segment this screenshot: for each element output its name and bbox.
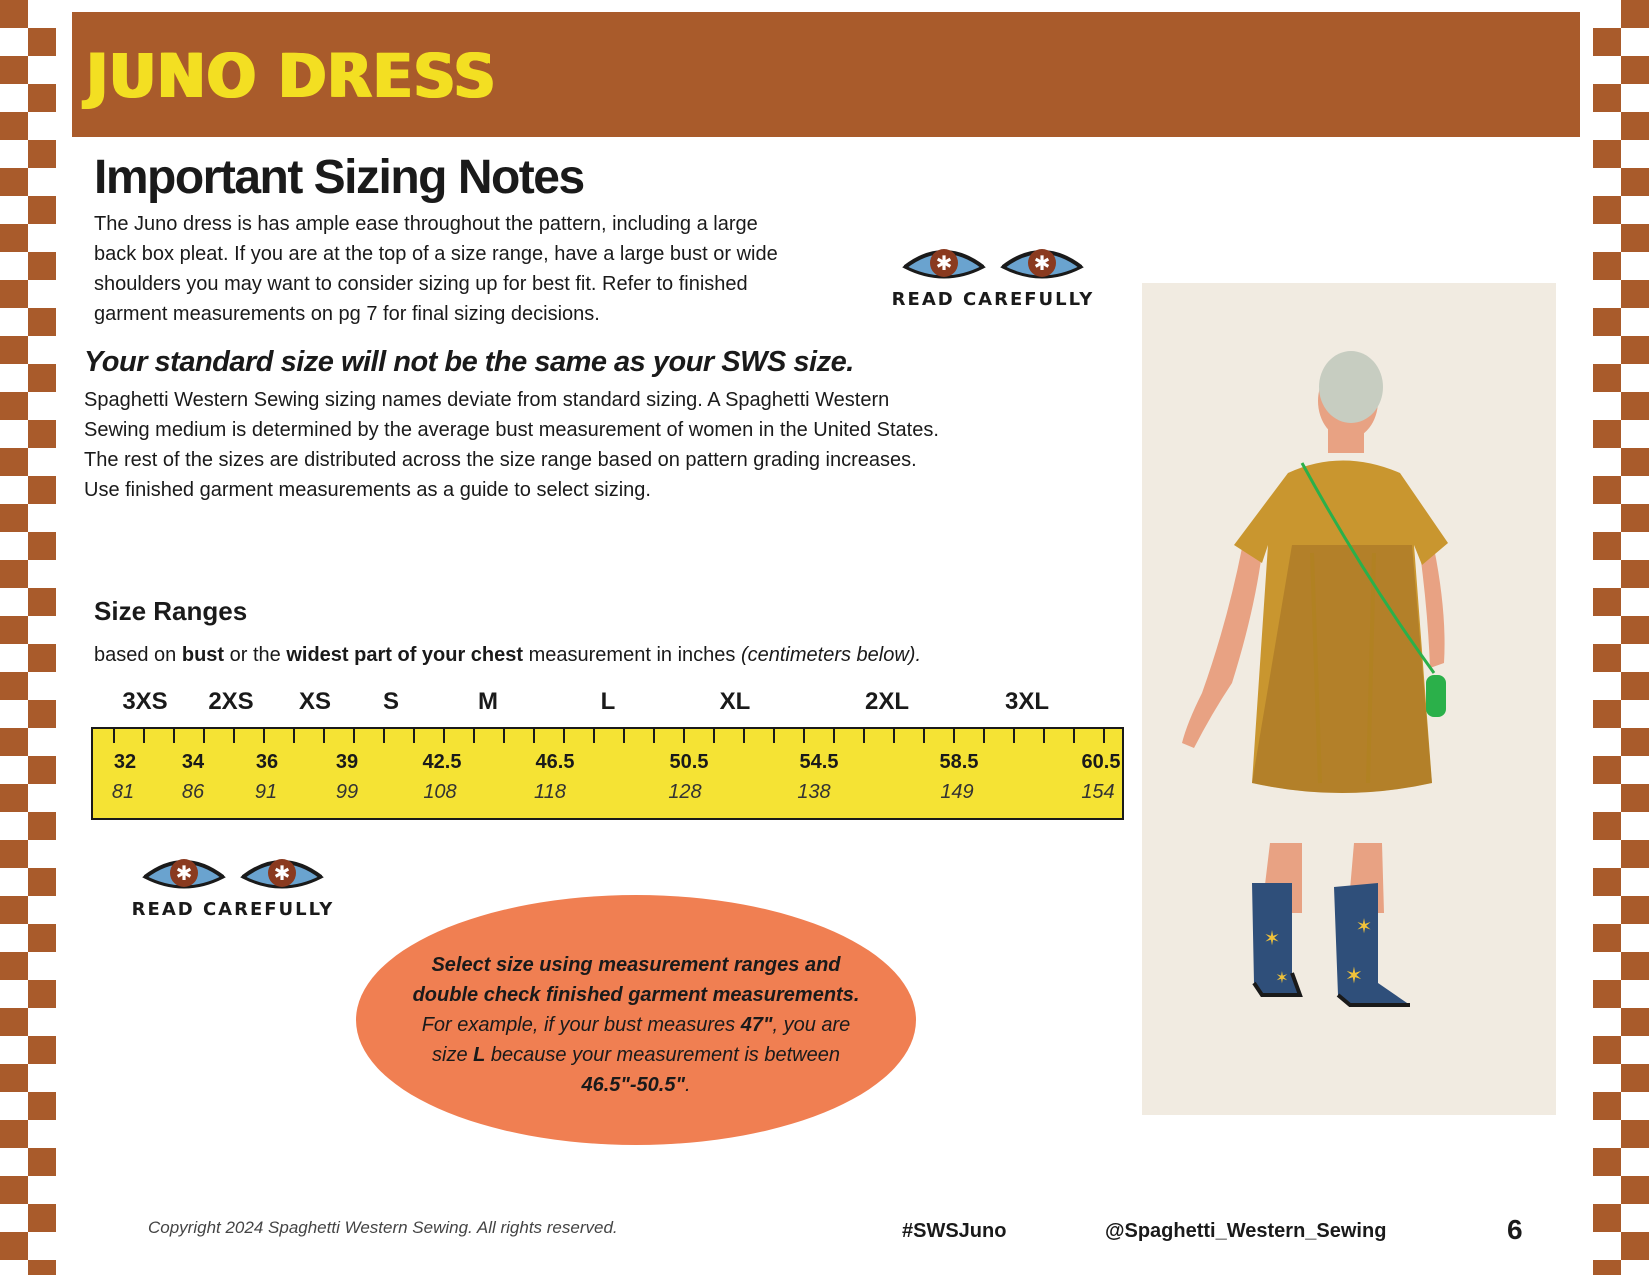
checker-border-right xyxy=(1593,0,1650,1275)
checker-square xyxy=(28,924,56,952)
checker-square xyxy=(28,420,56,448)
checker-square xyxy=(28,308,56,336)
checker-square xyxy=(28,140,56,168)
checker-square xyxy=(1593,644,1621,672)
checker-square xyxy=(28,868,56,896)
checker-square xyxy=(28,588,56,616)
checker-square xyxy=(1621,168,1649,196)
checker-square xyxy=(1621,224,1649,252)
subheading: Your standard size will not be the same as your SWS size. xyxy=(84,346,854,378)
checker-square xyxy=(0,952,28,980)
tape-inch: 39 xyxy=(335,751,359,773)
tape-tick xyxy=(1013,729,1015,743)
checker-square xyxy=(0,560,28,588)
tape-inch: 60.5 xyxy=(1081,751,1121,773)
eye-icon xyxy=(999,243,1085,283)
svg-text:✱: ✱ xyxy=(175,861,193,885)
checker-square xyxy=(1621,280,1649,308)
checker-square xyxy=(0,840,28,868)
header-band xyxy=(72,12,1580,137)
checker-square xyxy=(0,728,28,756)
size-ranges-title: Size Ranges xyxy=(94,596,248,626)
tape-tick xyxy=(593,729,595,743)
checker-square xyxy=(1593,252,1621,280)
checker-square xyxy=(1593,756,1621,784)
checker-square xyxy=(1621,112,1649,140)
tape-tick xyxy=(473,729,475,743)
svg-text:✱: ✱ xyxy=(935,251,953,275)
checker-square xyxy=(1593,308,1621,336)
svg-text:✶: ✶ xyxy=(1355,914,1373,938)
checker-square xyxy=(0,56,28,84)
callout-line: Select size using measurement ranges and xyxy=(431,954,841,976)
copyright-text: Copyright 2024 Spaghetti Western Sewing. All rights reserved. xyxy=(148,1218,618,1237)
size-label: L xyxy=(600,688,616,715)
checker-square xyxy=(28,1204,56,1232)
tape-tick xyxy=(293,729,295,743)
size-label: 2XL xyxy=(864,688,910,715)
callout-line: 46.5"-50.5". xyxy=(581,1074,691,1096)
tape-tick xyxy=(893,729,895,743)
tape-cm: 154 xyxy=(1081,781,1115,803)
body-line: Sewing medium is determined by the average bust measurement of women in the United States. xyxy=(84,419,939,441)
tape-tick xyxy=(953,729,955,743)
tape-tick xyxy=(173,729,175,743)
checker-square xyxy=(28,84,56,112)
read-carefully-label: READ CAREFULLY xyxy=(891,289,1095,310)
checker-square xyxy=(0,784,28,812)
tape-cm: 138 xyxy=(797,781,831,803)
checker-square xyxy=(28,1260,56,1275)
tape-tick xyxy=(563,729,565,743)
tape-tick xyxy=(533,729,535,743)
brand-title: JUNO DRESS xyxy=(86,40,497,112)
checker-square xyxy=(1621,1064,1649,1092)
checker-square xyxy=(0,1232,28,1260)
checker-square xyxy=(0,1176,28,1204)
tape-cm: 128 xyxy=(668,781,702,803)
checker-square xyxy=(1621,448,1649,476)
size-labels xyxy=(92,688,1124,722)
tape-tick xyxy=(773,729,775,743)
checker-square xyxy=(0,280,28,308)
checker-square xyxy=(0,1120,28,1148)
checker-square xyxy=(1621,672,1649,700)
checker-square xyxy=(28,28,56,56)
callout-text xyxy=(380,950,892,1100)
checker-square xyxy=(28,1036,56,1064)
checker-square xyxy=(0,392,28,420)
tape-tick xyxy=(1073,729,1075,743)
tape-tick xyxy=(983,729,985,743)
checker-square xyxy=(1593,476,1621,504)
checker-square xyxy=(28,1148,56,1176)
tape-inch: 46.5 xyxy=(535,751,575,773)
svg-text:✶: ✶ xyxy=(1263,926,1281,950)
checker-square xyxy=(1593,924,1621,952)
size-label: 2XS xyxy=(208,688,254,715)
checker-square xyxy=(1621,896,1649,924)
svg-text:✶: ✶ xyxy=(1344,964,1364,989)
checker-square xyxy=(1621,504,1649,532)
eye-icon xyxy=(901,243,987,283)
tape-tick xyxy=(113,729,115,743)
size-ranges-desc: based on bust or the widest part of your chest measurement in inches (centimeters below). xyxy=(94,644,922,666)
size-label: XL xyxy=(719,688,751,715)
checker-square xyxy=(1621,1232,1649,1260)
checker-square xyxy=(28,196,56,224)
checker-square xyxy=(1621,840,1649,868)
checker-square xyxy=(1621,1176,1649,1204)
intro-line: The Juno dress is has ample ease throughout the pattern, including a large xyxy=(94,213,758,235)
size-label: 3XS xyxy=(122,688,168,715)
checker-square xyxy=(1621,392,1649,420)
checker-square xyxy=(1621,1008,1649,1036)
checker-square xyxy=(1621,784,1649,812)
tape-tick xyxy=(803,729,805,743)
tape-tick xyxy=(443,729,445,743)
intro-paragraph xyxy=(94,209,814,329)
intro-line: back box pleat. If you are at the top of a size range, have a large bust or wide xyxy=(94,243,778,265)
checker-square xyxy=(0,0,28,28)
read-carefully-badge xyxy=(128,853,338,920)
checker-square xyxy=(28,812,56,840)
checker-square xyxy=(1593,1260,1621,1275)
eye-icon xyxy=(239,853,325,893)
callout-line: size L because your measurement is between xyxy=(432,1044,840,1066)
tape-inch: 58.5 xyxy=(939,751,979,773)
read-carefully-label: READ CAREFULLY xyxy=(131,899,335,920)
checker-square xyxy=(28,364,56,392)
tape-tick xyxy=(503,729,505,743)
checker-square xyxy=(0,896,28,924)
tape-inch: 50.5 xyxy=(669,751,709,773)
size-label: 3XL xyxy=(1004,688,1050,715)
checker-square xyxy=(0,616,28,644)
intro-line: shoulders you may want to consider sizing up for best fit. Refer to finished xyxy=(94,273,748,295)
checker-square xyxy=(28,532,56,560)
checker-square xyxy=(0,112,28,140)
checker-border-left xyxy=(0,0,57,1275)
tape-inch: 34 xyxy=(181,751,205,773)
checker-square xyxy=(0,1008,28,1036)
checker-square xyxy=(0,224,28,252)
callout-line: For example, if your bust measures 47", you are xyxy=(421,1014,851,1036)
tape-inch: 42.5 xyxy=(422,751,462,773)
tape-cm: 91 xyxy=(254,781,278,803)
checker-square xyxy=(0,504,28,532)
checker-square xyxy=(28,252,56,280)
checker-square xyxy=(1593,420,1621,448)
tape-tick xyxy=(923,729,925,743)
size-label: M xyxy=(478,688,498,715)
svg-text:✱: ✱ xyxy=(273,861,291,885)
checker-square xyxy=(1593,140,1621,168)
tape-tick xyxy=(353,729,355,743)
tape-tick xyxy=(413,729,415,743)
checker-square xyxy=(28,1092,56,1120)
checker-square xyxy=(0,672,28,700)
tape-tick xyxy=(1043,729,1045,743)
checker-square xyxy=(1621,1120,1649,1148)
svg-text:✶: ✶ xyxy=(1275,968,1289,987)
checker-square xyxy=(1593,980,1621,1008)
tape-cm: 99 xyxy=(335,781,359,803)
measuring-tape xyxy=(91,727,1124,820)
checker-square xyxy=(1593,868,1621,896)
checker-square xyxy=(1621,0,1649,28)
page-title: Important Sizing Notes xyxy=(94,151,584,204)
checker-square xyxy=(28,700,56,728)
tape-tick xyxy=(1103,729,1105,743)
checker-square xyxy=(1593,532,1621,560)
tape-tick xyxy=(233,729,235,743)
tape-cm: 81 xyxy=(111,781,135,803)
size-label: S xyxy=(382,688,400,715)
eye-icon xyxy=(141,853,227,893)
tape-tick xyxy=(833,729,835,743)
checker-square xyxy=(0,336,28,364)
checker-square xyxy=(1621,56,1649,84)
checker-square xyxy=(1621,952,1649,980)
read-carefully-badge xyxy=(888,243,1098,310)
checker-square xyxy=(1593,588,1621,616)
tape-tick xyxy=(383,729,385,743)
dress-illustration xyxy=(1142,283,1556,1115)
checker-square xyxy=(1621,728,1649,756)
tape-tick xyxy=(713,729,715,743)
checker-square xyxy=(1621,616,1649,644)
checker-square xyxy=(0,168,28,196)
page-number: 6 xyxy=(1507,1214,1523,1245)
checker-square xyxy=(1593,1148,1621,1176)
checker-square xyxy=(1593,84,1621,112)
checker-square xyxy=(28,980,56,1008)
hashtag: #SWSJuno xyxy=(902,1220,1007,1242)
tape-tick xyxy=(743,729,745,743)
checker-square xyxy=(1621,336,1649,364)
checker-square xyxy=(1593,1092,1621,1120)
body-line: The rest of the sizes are distributed across the size range based on pattern grading increases. xyxy=(84,449,917,471)
checker-square xyxy=(1593,364,1621,392)
body-line: Spaghetti Western Sewing sizing names deviate from standard sizing. A Spaghetti Western xyxy=(84,389,890,411)
checker-square xyxy=(28,644,56,672)
checker-square xyxy=(0,1064,28,1092)
checker-square xyxy=(1593,812,1621,840)
tape-cm: 86 xyxy=(181,781,205,803)
svg-text:✱: ✱ xyxy=(1033,251,1051,275)
tape-inch: 36 xyxy=(255,751,279,773)
checker-square xyxy=(1621,560,1649,588)
checker-square xyxy=(1593,700,1621,728)
checker-square xyxy=(1593,28,1621,56)
tape-tick xyxy=(653,729,655,743)
tape-tick xyxy=(143,729,145,743)
tape-tick xyxy=(863,729,865,743)
checker-square xyxy=(1593,196,1621,224)
tape-inch: 32 xyxy=(113,751,137,773)
tape-tick xyxy=(683,729,685,743)
tape-tick xyxy=(203,729,205,743)
checker-square xyxy=(0,448,28,476)
callout-line: double check finished garment measurements. xyxy=(412,984,860,1006)
tape-cm: 149 xyxy=(940,781,974,803)
checker-square xyxy=(1593,1204,1621,1232)
tape-inch: 54.5 xyxy=(799,751,839,773)
tape-tick xyxy=(623,729,625,743)
social-handle: @Spaghetti_Western_Sewing xyxy=(1105,1220,1387,1242)
checker-square xyxy=(28,756,56,784)
sizing-paragraph xyxy=(84,385,1034,505)
body-line: Use finished garment measurements as a guide to select sizing. xyxy=(84,479,651,501)
intro-line: garment measurements on pg 7 for final sizing decisions. xyxy=(94,303,600,325)
tape-cm: 118 xyxy=(534,781,566,803)
tape-tick xyxy=(323,729,325,743)
checker-square xyxy=(1593,1036,1621,1064)
tape-cm: 108 xyxy=(423,781,457,803)
checker-square xyxy=(28,476,56,504)
size-label: XS xyxy=(298,688,332,715)
tape-tick xyxy=(263,729,265,743)
